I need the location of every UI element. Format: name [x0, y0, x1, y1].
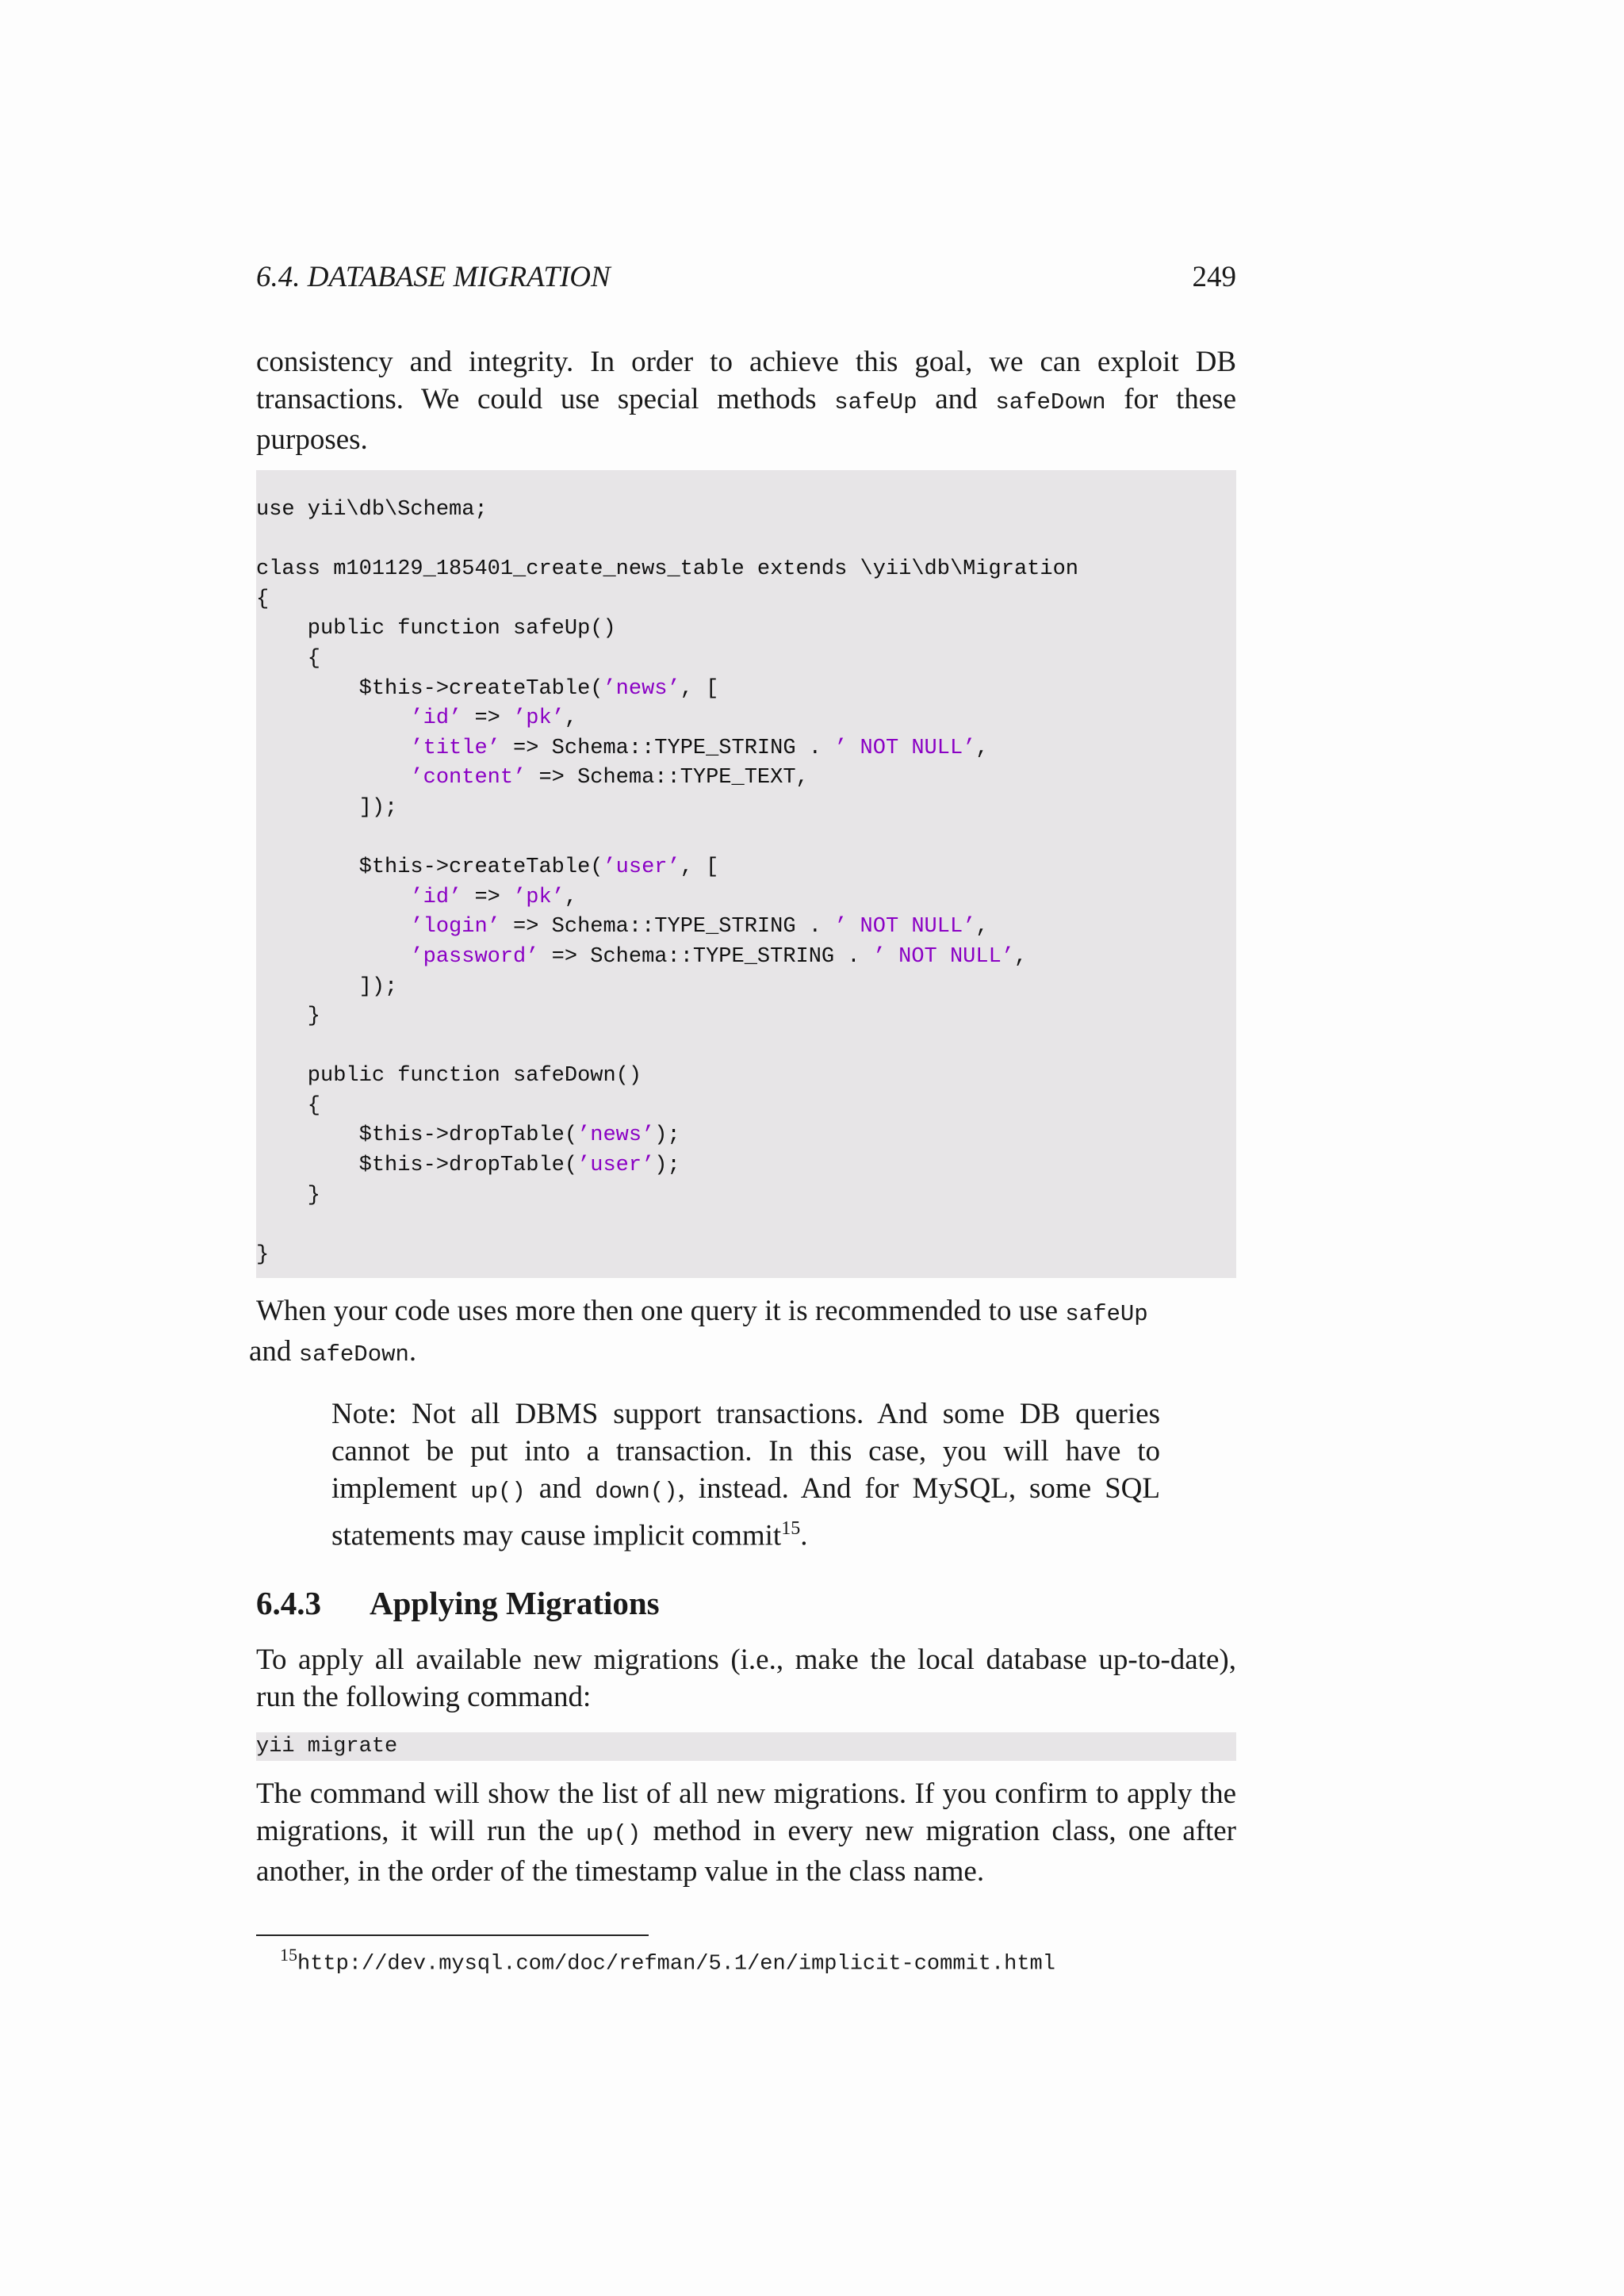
code-token: => Schema::TYPE_STRING .	[500, 736, 835, 760]
inline-code: up()	[585, 1821, 642, 1847]
code-token: ]);	[256, 795, 398, 820]
code-string-literal: ’password’	[410, 944, 539, 969]
code-token: ,	[564, 885, 578, 909]
code-token: public function safeDown()	[256, 1064, 642, 1089]
paragraph-text: When your code uses more then one query it is recommended to use	[256, 1295, 1066, 1327]
code-token: $this->createTable(	[256, 676, 603, 701]
code-line	[256, 1243, 269, 1267]
inline-code: safeUp	[1065, 1301, 1148, 1327]
footnote-reference[interactable]: 15	[781, 1518, 801, 1539]
code-line	[256, 498, 488, 522]
code-token: }	[256, 1242, 270, 1267]
code-token: {	[256, 646, 321, 671]
code-token: {	[256, 587, 270, 611]
code-token: ]);	[256, 974, 398, 999]
code-token: public function safeUp()	[256, 617, 616, 641]
code-token	[256, 886, 410, 909]
note-block	[331, 1395, 1160, 1554]
code-token: , [	[680, 855, 719, 880]
code-line	[256, 1094, 320, 1118]
footnote	[280, 1941, 1055, 1979]
code-string-literal: ’title’	[410, 736, 500, 760]
inline-code: safeDown	[995, 389, 1106, 415]
code-token: }	[256, 1004, 321, 1029]
code-token: =>	[462, 706, 514, 731]
footnote-number: 15	[280, 1945, 297, 1965]
code-line	[256, 647, 320, 671]
page-number: 249	[1192, 261, 1236, 293]
code-token: ,	[1013, 944, 1028, 969]
code-token: use yii\db\Schema;	[256, 498, 488, 522]
command-listing: yii migrate	[256, 1732, 1236, 1761]
code-string-literal: ’user’	[603, 855, 680, 880]
inline-code: safeDown	[298, 1341, 409, 1368]
code-text	[256, 496, 1078, 1270]
code-string-literal: ’content’	[410, 766, 527, 790]
note-text: .	[800, 1519, 808, 1552]
code-line	[256, 1004, 320, 1028]
code-string-literal: ’id’	[410, 706, 462, 731]
code-line	[256, 975, 397, 999]
final-paragraph	[256, 1775, 1236, 1890]
note-text: and	[525, 1472, 596, 1505]
note-text: , instead. And for MySQL, some SQL statements may cause implicit commit	[331, 1472, 1160, 1552]
book-page	[249, 0, 1236, 2296]
code-line	[256, 677, 718, 701]
intro-paragraph	[256, 343, 1236, 458]
code-token: => Schema::TYPE_STRING .	[500, 915, 835, 939]
code-string-literal: ’user’	[577, 1154, 655, 1178]
code-line	[256, 945, 1027, 969]
code-line	[256, 737, 989, 760]
footnote-link[interactable]: http://dev.mysql.com/doc/refman/5.1/en/implicit-commit.html	[297, 1952, 1055, 1976]
code-token: }	[256, 1183, 321, 1207]
code-token: );	[654, 1154, 680, 1178]
code-token	[256, 737, 410, 760]
chapter-section-title: 6.4. DATABASE MIGRATION	[256, 261, 611, 293]
code-token: {	[256, 1093, 321, 1118]
code-string-literal: ’ NOT NULL’	[834, 736, 976, 760]
running-header	[256, 260, 1236, 295]
code-string-literal: ’login’	[410, 915, 500, 939]
inline-code: up()	[470, 1479, 526, 1505]
code-line	[256, 1123, 680, 1147]
inline-code: down()	[595, 1479, 678, 1505]
code-string-literal: ’news’	[577, 1123, 655, 1148]
paragraph-text: and	[249, 1335, 299, 1368]
code-line	[256, 1064, 642, 1088]
apply-paragraph: To apply all available new migrations (i.e., make the local database up-to-date), run the following command:	[256, 1644, 1236, 1713]
intro-text: and	[917, 383, 996, 415]
code-token: =>	[462, 885, 514, 909]
intro-text: for these purposes.	[256, 383, 1236, 456]
code-token: $this->createTable(	[256, 855, 603, 880]
code-line	[256, 766, 809, 790]
code-string-literal: ’pk’	[513, 885, 565, 909]
note-text: Note: Not all DBMS support transactions. And some DB queries cannot be put into a transaction. In this case, you will have to implement	[331, 1398, 1160, 1505]
section-title: Applying Migrations	[370, 1585, 660, 1621]
code-string-literal: ’ NOT NULL’	[872, 944, 1014, 969]
code-token: $this->dropTable(	[256, 1154, 578, 1178]
footnote-rule	[256, 1934, 649, 1936]
code-line	[256, 706, 577, 730]
code-listing	[256, 470, 1236, 1278]
code-line	[256, 915, 989, 939]
code-line	[256, 1184, 320, 1207]
code-line	[256, 617, 616, 641]
code-token: class m101129_185401_create_news_table extends \yii\db\Migration	[256, 557, 1078, 582]
code-token: ,	[975, 736, 989, 760]
after-code-paragraph	[249, 1292, 1236, 1373]
code-token: ,	[975, 915, 989, 939]
code-token: $this->dropTable(	[256, 1123, 578, 1148]
code-token: ,	[564, 706, 578, 731]
section-heading	[256, 1583, 660, 1623]
code-line	[256, 1154, 680, 1177]
code-line	[256, 886, 577, 909]
code-token	[256, 706, 410, 730]
code-string-literal: ’news’	[603, 676, 680, 701]
code-line	[256, 796, 397, 820]
paragraph-text: .	[408, 1335, 417, 1368]
code-token: , [	[680, 676, 719, 701]
paragraph-text: The command will show the list of all new migrations. If you confirm to apply the migrations, it will run the	[256, 1777, 1236, 1847]
code-token	[256, 766, 410, 790]
code-line	[256, 587, 269, 611]
code-string-literal: ’pk’	[513, 706, 565, 731]
paragraph-text: method in every new migration class, one after another, in the order of the timestamp value in the class name.	[256, 1815, 1236, 1888]
code-string-literal: ’ NOT NULL’	[834, 915, 976, 939]
section-number: 6.4.3	[256, 1585, 321, 1621]
inline-code: safeUp	[834, 389, 917, 415]
code-line	[256, 855, 718, 879]
code-line	[256, 557, 1078, 581]
code-token: );	[654, 1123, 680, 1148]
code-string-literal: ’id’	[410, 885, 462, 909]
code-token	[256, 945, 410, 969]
code-token: => Schema::TYPE_TEXT,	[526, 766, 809, 790]
code-token	[256, 915, 410, 939]
code-token: => Schema::TYPE_STRING .	[538, 944, 873, 969]
intro-text: consistency and integrity. In order to achieve this goal, we can exploit DB transactions. We could use special methods	[256, 346, 1236, 415]
